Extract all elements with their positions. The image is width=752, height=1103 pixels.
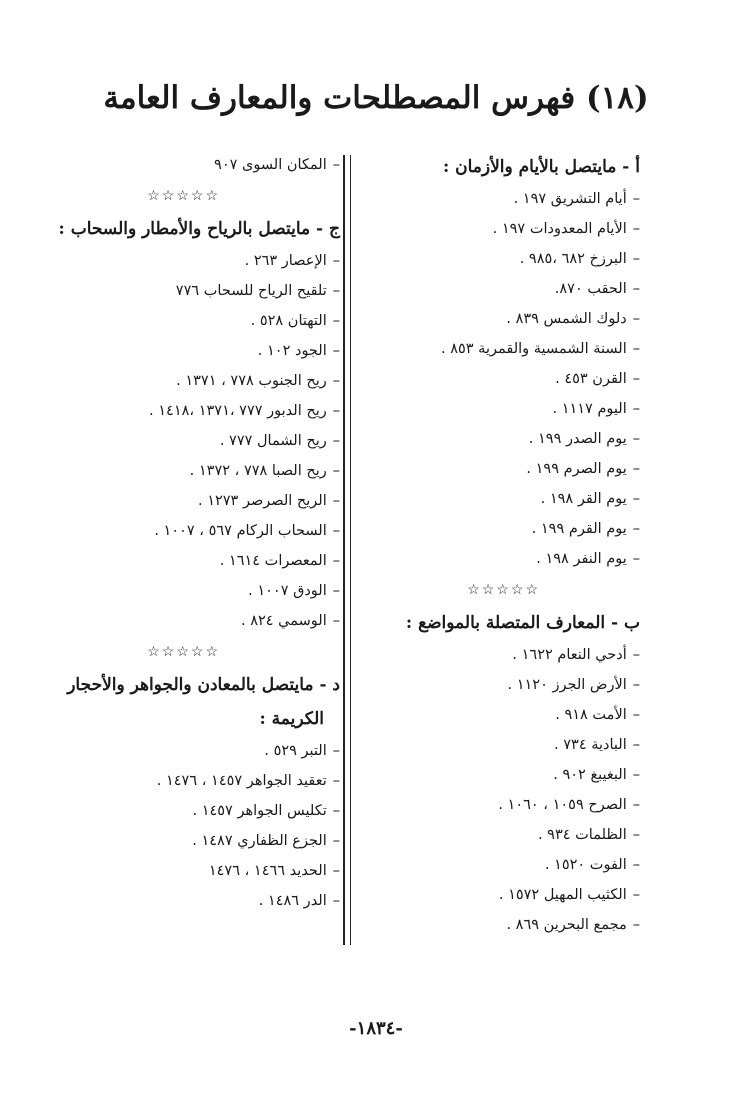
star-separator: ☆☆☆☆☆: [147, 188, 220, 204]
index-entry: –الأيام المعدودات ١٩٧ .: [492, 221, 640, 237]
index-entry: –أدحي النعام ١٦٢٢ .: [512, 647, 640, 663]
star-separator: ☆☆☆☆☆: [467, 582, 540, 598]
index-entry: –الأرض الجرز ١١٢٠ .: [507, 677, 640, 693]
index-entry: –الفوت ١٥٢٠ .: [544, 857, 640, 873]
index-entry: –تلقيح الرياح للسحاب ٧٧٦: [175, 283, 340, 299]
section-b-list: [315, 640, 640, 940]
index-entry: –التبر ٥٢٩ .: [264, 743, 340, 759]
right-column: [315, 150, 640, 940]
index-entry: –المعصرات ١٦١٤ .: [219, 553, 340, 569]
section-d-heading: د - مايتصل بالمعادن والجواهر والأحجار: [67, 675, 340, 695]
index-entry: –يوم النفر ١٩٨ .: [536, 551, 640, 567]
index-entry: –يوم الصرم ١٩٩ .: [526, 461, 640, 477]
index-entry: –الجزع الظفاري ١٤٨٧ .: [192, 833, 340, 849]
index-entry: –البادية ٧٣٤ .: [554, 737, 640, 753]
index-entry: –الودق ١٠٠٧ .: [248, 583, 340, 599]
index-entry: –السحاب الركام ٥٦٧ ، ١٠٠٧ .: [154, 523, 340, 539]
index-entry: –ريح الدبور ٧٧٧ ،١٣٧١ ،١٤١٨ .: [149, 403, 340, 419]
index-entry: –الأمت ٩١٨ .: [555, 707, 640, 723]
index-entry: –تكليس الجواهر ١٤٥٧ .: [192, 803, 340, 819]
index-entry: –أيام التشريق ١٩٧ .: [513, 191, 640, 207]
section-d-heading-continued: الكريمة :: [259, 709, 324, 729]
index-entry: –السنة الشمسية والقمرية ٨٥٣ .: [440, 341, 640, 357]
index-entry: –الوسمي ٨٢٤ .: [240, 613, 340, 629]
left-column: [20, 150, 340, 916]
index-entry: –الدر ١٤٨٦ .: [258, 893, 340, 909]
section-c-list: [20, 246, 340, 636]
index-entry: –الكثيب المهيل ١٥٧٢ .: [498, 887, 640, 903]
index-entry: –الجود ١٠٢ .: [257, 343, 340, 359]
index-entry: –ريح الجنوب ٧٧٨ ، ١٣٧١ .: [176, 373, 340, 389]
index-entry: –البرزخ ٦٨٢ ،٩٨٥ .: [519, 251, 640, 267]
index-entry: –دلوك الشمس ٨٣٩ .: [506, 311, 640, 327]
index-entry: –المكان السوى ٩٠٧: [214, 157, 340, 173]
index-entry: –التهتان ٥٢٨ .: [250, 313, 340, 329]
index-entry: –يوم القرم ١٩٩ .: [531, 521, 640, 537]
section-c-heading: ج - مايتصل بالرياح والأمطار والسحاب :: [58, 219, 340, 239]
index-entry: –الصرح ١٠٥٩ ، ١٠٦٠ .: [498, 797, 640, 813]
index-entry: –القرن ٤٥٣ .: [555, 371, 640, 387]
section-d-list: [20, 736, 340, 916]
index-entry: –البغيبغ ٩٠٢ .: [553, 767, 640, 783]
section-a-heading: أ - مايتصل بالأيام والأزمان :: [442, 157, 640, 177]
index-entry: –الظلمات ٩٣٤ .: [537, 827, 640, 843]
index-entry: –ريح الشمال ٧٧٧ .: [219, 433, 340, 449]
page-title: (١٨) فهرس المصطلحات والمعارف العامة: [103, 80, 649, 116]
page-number: -١٨٣٤-: [349, 1018, 403, 1039]
index-entry: –الحديد ١٤٦٦ ، ١٤٧٦: [208, 863, 340, 879]
index-entry: –تعقيد الجواهر ١٤٥٧ ، ١٤٧٦ .: [156, 773, 340, 789]
index-entry: –الريح الصرصر ١٢٧٣ .: [197, 493, 340, 509]
index-entry: –يوم الصدر ١٩٩ .: [528, 431, 640, 447]
section-b-heading: ب - المعارف المتصلة بالمواضع :: [405, 613, 640, 633]
index-entry: –الإعصار ٢٦٣ .: [244, 253, 340, 269]
index-entry: –اليوم ١١١٧ .: [552, 401, 640, 417]
index-entry: –يوم القر ١٩٨ .: [540, 491, 640, 507]
index-entry: –ريح الصبا ٧٧٨ ، ١٣٧٢ .: [189, 463, 340, 479]
index-entry: –مجمع البحرين ٨٦٩ .: [506, 917, 640, 933]
section-a-list: [315, 184, 640, 574]
index-entry: –الحقب ٨٧٠.: [554, 281, 640, 297]
star-separator: ☆☆☆☆☆: [147, 644, 220, 660]
